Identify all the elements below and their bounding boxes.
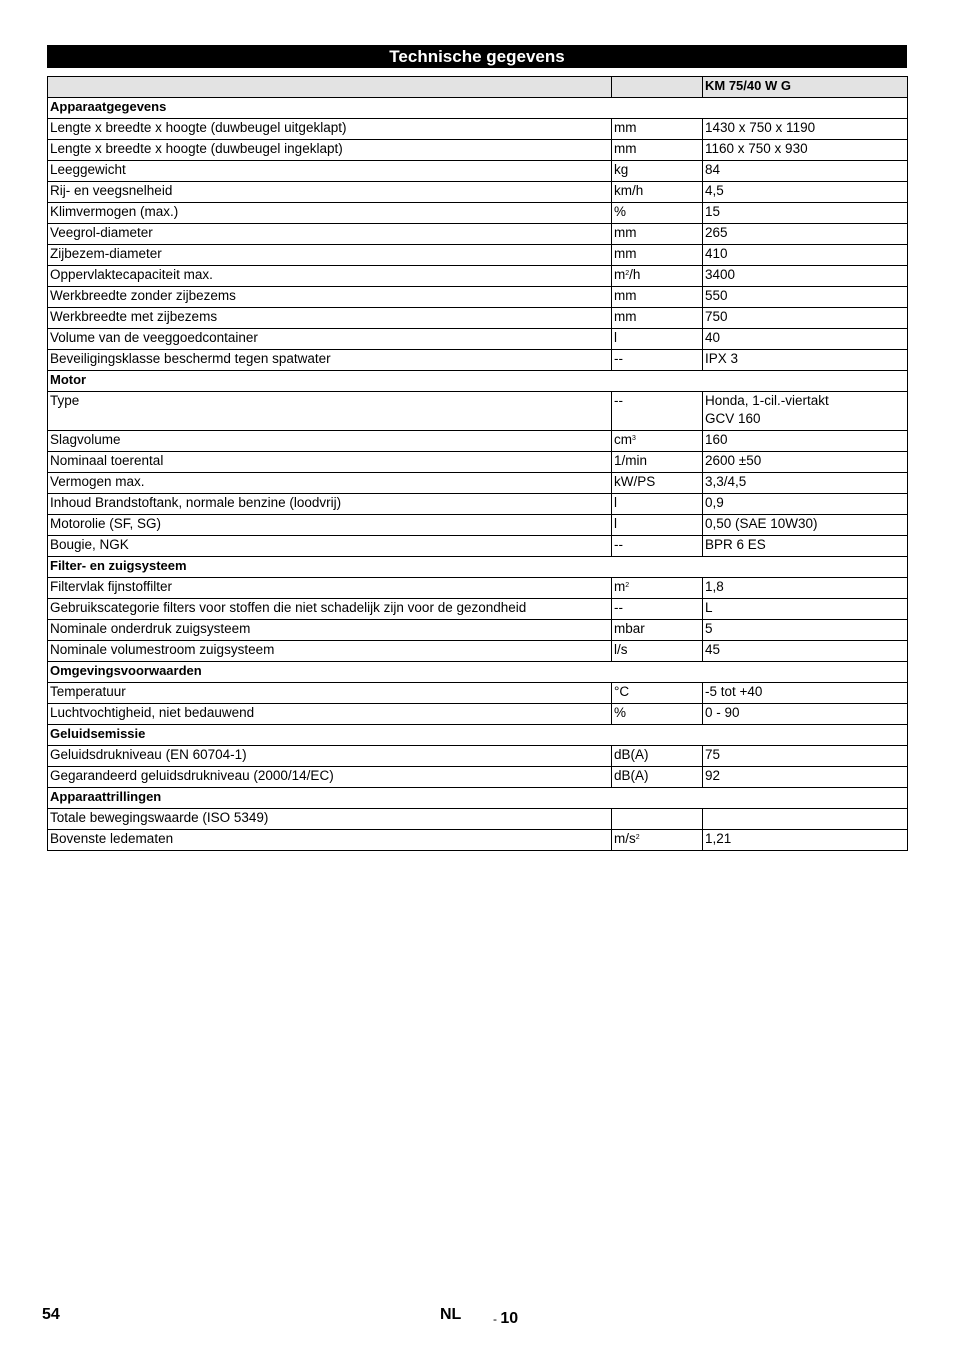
row-unit xyxy=(612,182,703,203)
section-heading-row xyxy=(48,98,908,119)
row-value xyxy=(703,392,908,431)
table-row xyxy=(48,452,908,473)
unit-base: mm xyxy=(614,246,637,261)
section-heading-row xyxy=(48,788,908,809)
unit-base: dB(A) xyxy=(614,768,649,783)
value-line: 1,21 xyxy=(705,831,732,846)
row-label: Nominaal toerental xyxy=(48,452,612,473)
row-value xyxy=(703,515,908,536)
row-unit xyxy=(612,620,703,641)
row-value xyxy=(703,452,908,473)
row-value xyxy=(703,431,908,452)
table-row xyxy=(48,494,908,515)
row-value xyxy=(703,578,908,599)
section-heading: Filter- en zuigsysteem xyxy=(48,557,908,578)
row-value xyxy=(703,746,908,767)
row-unit xyxy=(612,746,703,767)
row-unit xyxy=(612,203,703,224)
row-label: Totale bewegingswaarde (ISO 5349) xyxy=(48,809,612,830)
table-row xyxy=(48,182,908,203)
row-value xyxy=(703,119,908,140)
value-line: 410 xyxy=(705,246,728,261)
value-line: 4,5 xyxy=(705,183,724,198)
value-line: 750 xyxy=(705,309,728,324)
table-row xyxy=(48,392,908,431)
header-label-cell xyxy=(48,77,612,98)
table-row xyxy=(48,329,908,350)
row-label: Rij- en veegsnelheid xyxy=(48,182,612,203)
row-unit xyxy=(612,830,703,851)
row-label: Geluidsdrukniveau (EN 60704-1) xyxy=(48,746,612,767)
table-row xyxy=(48,287,908,308)
sub-page-number xyxy=(493,1310,518,1328)
unit-base: 1/min xyxy=(614,453,648,468)
table-row xyxy=(48,683,908,704)
unit-base: mm xyxy=(614,225,637,240)
value-line: L xyxy=(705,600,713,615)
header-model-cell: KM 75/40 W G xyxy=(703,77,908,98)
row-label: Motorolie (SF, SG) xyxy=(48,515,612,536)
unit-suffix: /h xyxy=(629,267,641,282)
unit-base: l/s xyxy=(614,642,628,657)
row-unit xyxy=(612,266,703,287)
row-value xyxy=(703,203,908,224)
value-line: 550 xyxy=(705,288,728,303)
unit-superscript: 2 xyxy=(625,582,630,589)
value-line: 3,3/4,5 xyxy=(705,474,747,489)
table-row xyxy=(48,767,908,788)
row-label: Lengte x breedte x hoogte (duwbeugel ingeklapt) xyxy=(48,140,612,161)
row-value xyxy=(703,620,908,641)
table-row xyxy=(48,308,908,329)
row-label: Veegrol-diameter xyxy=(48,224,612,245)
row-value xyxy=(703,287,908,308)
unit-superscript: 2 xyxy=(635,834,640,841)
unit-base: mm xyxy=(614,309,637,324)
value-line: 2600 ±50 xyxy=(705,453,762,468)
language-code: NL xyxy=(440,1306,462,1323)
table-row xyxy=(48,830,908,851)
row-value xyxy=(703,140,908,161)
table-row xyxy=(48,746,908,767)
table-row xyxy=(48,119,908,140)
value-line: -5 tot +40 xyxy=(705,684,763,699)
row-unit xyxy=(612,161,703,182)
row-unit xyxy=(612,494,703,515)
value-line: 5 xyxy=(705,621,713,636)
row-label: Type xyxy=(48,392,612,431)
table-row xyxy=(48,245,908,266)
unit-base: kW/PS xyxy=(614,474,656,489)
table-header-row xyxy=(48,77,908,98)
unit-base: l xyxy=(614,330,617,345)
row-unit xyxy=(612,683,703,704)
row-label: Vermogen max. xyxy=(48,473,612,494)
row-value xyxy=(703,329,908,350)
row-unit xyxy=(612,536,703,557)
table-row xyxy=(48,515,908,536)
value-line: 1430 x 750 x 1190 xyxy=(705,120,816,135)
value-line: 1160 x 750 x 930 xyxy=(705,141,808,156)
table-row xyxy=(48,809,908,830)
row-label: Filtervlak fijnstoffilter xyxy=(48,578,612,599)
value-line: 40 xyxy=(705,330,721,345)
value-line: 45 xyxy=(705,642,721,657)
row-unit xyxy=(612,578,703,599)
unit-base: m xyxy=(614,267,626,282)
value-line: 160 xyxy=(705,432,728,447)
spec-table xyxy=(47,76,908,851)
row-label: Oppervlaktecapaciteit max. xyxy=(48,266,612,287)
sub-page-dash: - xyxy=(493,1312,497,1326)
unit-base: dB(A) xyxy=(614,747,649,762)
row-value xyxy=(703,308,908,329)
table-row xyxy=(48,473,908,494)
row-value xyxy=(703,536,908,557)
row-value xyxy=(703,161,908,182)
section-heading: Geluidsemissie xyxy=(48,725,908,746)
row-label: Bovenste ledematen xyxy=(48,830,612,851)
unit-base: -- xyxy=(614,537,623,552)
row-label: Werkbreedte met zijbezems xyxy=(48,308,612,329)
value-line: 84 xyxy=(705,162,721,177)
row-value xyxy=(703,266,908,287)
row-unit xyxy=(612,599,703,620)
value-line: 0 - 90 xyxy=(705,705,740,720)
row-unit xyxy=(612,473,703,494)
table-row xyxy=(48,620,908,641)
row-value xyxy=(703,224,908,245)
row-value xyxy=(703,809,908,830)
unit-base: % xyxy=(614,204,627,219)
row-unit xyxy=(612,431,703,452)
table-row xyxy=(48,431,908,452)
unit-superscript: 2 xyxy=(625,270,630,277)
table-row xyxy=(48,266,908,287)
row-value xyxy=(703,704,908,725)
unit-base: l xyxy=(614,495,617,510)
unit-base: mm xyxy=(614,141,637,156)
section-heading-row xyxy=(48,662,908,683)
unit-base: m/s xyxy=(614,831,636,846)
sub-page-value: 10 xyxy=(500,1310,519,1327)
row-label: Klimvermogen (max.) xyxy=(48,203,612,224)
row-label: Gebruikscategorie filters voor stoffen die niet schadelijk zijn voor de gezondheid xyxy=(48,599,612,620)
section-heading-row xyxy=(48,371,908,392)
row-label: Bougie, NGK xyxy=(48,536,612,557)
row-label: Volume van de veeggoedcontainer xyxy=(48,329,612,350)
row-label: Luchtvochtigheid, niet bedauwend xyxy=(48,704,612,725)
row-unit xyxy=(612,641,703,662)
table-row xyxy=(48,536,908,557)
unit-base: kg xyxy=(614,162,629,177)
table-row xyxy=(48,704,908,725)
row-label: Werkbreedte zonder zijbezems xyxy=(48,287,612,308)
value-line: 92 xyxy=(705,768,721,783)
row-value xyxy=(703,641,908,662)
row-label: Temperatuur xyxy=(48,683,612,704)
header-unit-cell xyxy=(612,77,703,98)
value-line: 15 xyxy=(705,204,721,219)
section-heading: Apparaattrillingen xyxy=(48,788,908,809)
row-unit xyxy=(612,704,703,725)
row-unit xyxy=(612,287,703,308)
row-unit xyxy=(612,809,703,830)
section-heading: Omgevingsvoorwaarden xyxy=(48,662,908,683)
unit-base: -- xyxy=(614,600,623,615)
unit-base: °C xyxy=(614,684,630,699)
row-unit xyxy=(612,224,703,245)
row-value xyxy=(703,683,908,704)
section-heading-row xyxy=(48,725,908,746)
unit-base: mm xyxy=(614,288,637,303)
row-value xyxy=(703,182,908,203)
row-unit xyxy=(612,140,703,161)
section-heading: Apparaatgegevens xyxy=(48,98,908,119)
value-line: Honda, 1-cil.-viertakt xyxy=(705,393,829,408)
row-label: Nominale onderdruk zuigsysteem xyxy=(48,620,612,641)
page-title: Technische gegevens xyxy=(47,45,907,68)
table-row xyxy=(48,161,908,182)
value-line: 0,50 (SAE 10W30) xyxy=(705,516,818,531)
unit-base: % xyxy=(614,705,627,720)
value-line: IPX 3 xyxy=(705,351,739,366)
value-line: 75 xyxy=(705,747,721,762)
value-line: 3400 xyxy=(705,267,736,282)
table-row xyxy=(48,224,908,245)
value-line: BPR 6 ES xyxy=(705,537,766,552)
row-unit xyxy=(612,308,703,329)
unit-base: mbar xyxy=(614,621,645,636)
row-value xyxy=(703,473,908,494)
spec-table-body xyxy=(48,77,908,851)
value-line-2: GCV 160 xyxy=(705,411,761,426)
row-unit xyxy=(612,515,703,536)
row-value xyxy=(703,599,908,620)
unit-superscript: 3 xyxy=(632,435,636,442)
row-label: Lengte x breedte x hoogte (duwbeugel uitgeklapt) xyxy=(48,119,612,140)
row-value xyxy=(703,830,908,851)
unit-base: cm xyxy=(614,432,632,447)
row-unit xyxy=(612,329,703,350)
row-label: Zijbezem-diameter xyxy=(48,245,612,266)
section-heading: Motor xyxy=(48,371,908,392)
row-unit xyxy=(612,452,703,473)
table-row xyxy=(48,350,908,371)
page-number: 54 xyxy=(42,1306,60,1323)
value-line: 265 xyxy=(705,225,728,240)
table-row xyxy=(48,641,908,662)
value-line: 1,8 xyxy=(705,579,724,594)
row-label: Leeggewicht xyxy=(48,161,612,182)
table-row xyxy=(48,140,908,161)
unit-base: m xyxy=(614,579,626,594)
unit-base: -- xyxy=(614,393,623,408)
unit-base: mm xyxy=(614,120,637,135)
row-label: Nominale volumestroom zuigsysteem xyxy=(48,641,612,662)
value-line: 0,9 xyxy=(705,495,724,510)
row-label: Slagvolume xyxy=(48,431,612,452)
row-value xyxy=(703,245,908,266)
section-heading-row xyxy=(48,557,908,578)
unit-base: -- xyxy=(614,351,623,366)
row-label: Beveiligingsklasse beschermd tegen spatwater xyxy=(48,350,612,371)
row-label: Gegarandeerd geluidsdrukniveau (2000/14/EC) xyxy=(48,767,612,788)
row-label: Inhoud Brandstoftank, normale benzine (loodvrij) xyxy=(48,494,612,515)
row-value xyxy=(703,494,908,515)
unit-base: l xyxy=(614,516,617,531)
row-value xyxy=(703,767,908,788)
row-unit xyxy=(612,119,703,140)
row-unit xyxy=(612,392,703,431)
row-unit xyxy=(612,350,703,371)
row-unit xyxy=(612,767,703,788)
table-row xyxy=(48,578,908,599)
unit-base: km/h xyxy=(614,183,644,198)
row-unit xyxy=(612,245,703,266)
row-value xyxy=(703,350,908,371)
table-row xyxy=(48,203,908,224)
table-row xyxy=(48,599,908,620)
